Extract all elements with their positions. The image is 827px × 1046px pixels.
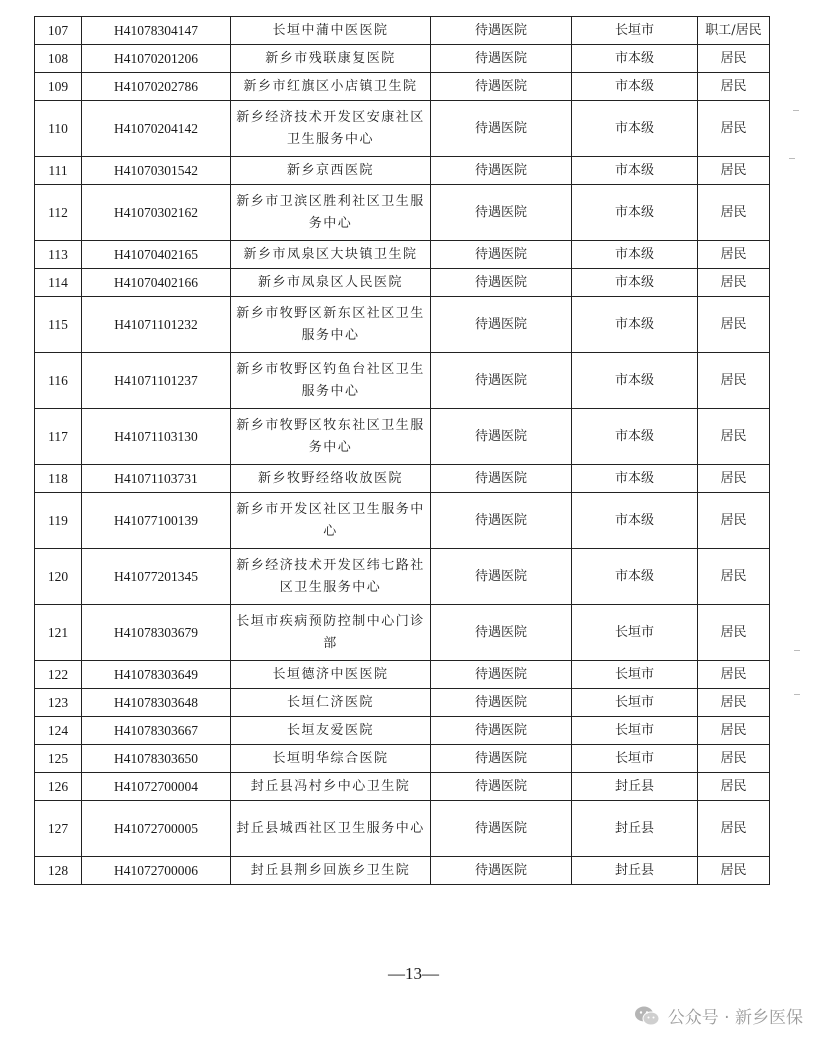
institution-area-cell: 封丘县	[572, 801, 698, 857]
institution-area-cell: 市本级	[572, 269, 698, 297]
row-number-cell: 119	[35, 493, 82, 549]
table-row	[35, 353, 770, 409]
institution-type-cell: 待遇医院	[431, 465, 572, 493]
margin-mark	[793, 110, 799, 111]
institution-code-cell: H41078303667	[82, 717, 231, 745]
institution-name-cell: 长垣仁济医院	[231, 689, 431, 717]
institution-name-cell: 长垣市疾病预防控制中心门诊部	[231, 605, 431, 661]
institution-name-cell: 新乡市牧野区钓鱼台社区卫生服务中心	[231, 353, 431, 409]
institution-area-cell: 市本级	[572, 493, 698, 549]
table-row	[35, 689, 770, 717]
coverage-scope-cell: 居民	[698, 45, 770, 73]
row-number-cell: 122	[35, 661, 82, 689]
institution-type-cell: 待遇医院	[431, 241, 572, 269]
institution-area-cell: 市本级	[572, 185, 698, 241]
institution-code-cell: H41078304147	[82, 17, 231, 45]
institution-area-cell: 长垣市	[572, 717, 698, 745]
institution-type-cell: 待遇医院	[431, 157, 572, 185]
coverage-scope-cell: 居民	[698, 241, 770, 269]
wechat-icon	[634, 1005, 660, 1027]
institution-type-cell: 待遇医院	[431, 185, 572, 241]
table-row	[35, 101, 770, 157]
coverage-scope-cell: 居民	[698, 689, 770, 717]
table-row	[35, 801, 770, 857]
watermark	[634, 1003, 803, 1028]
table-row	[35, 745, 770, 773]
institution-name-cell: 新乡市凤泉区大块镇卫生院	[231, 241, 431, 269]
row-number-cell: 109	[35, 73, 82, 101]
institution-type-cell: 待遇医院	[431, 353, 572, 409]
institution-area-cell: 长垣市	[572, 689, 698, 717]
row-number-cell: 128	[35, 857, 82, 885]
institution-code-cell: H41072700004	[82, 773, 231, 801]
table-row	[35, 549, 770, 605]
coverage-scope-cell: 居民	[698, 157, 770, 185]
institution-name-cell: 新乡市开发区社区卫生服务中心	[231, 493, 431, 549]
table-row	[35, 857, 770, 885]
institution-name-cell: 长垣友爱医院	[231, 717, 431, 745]
institution-name-cell: 新乡市卫滨区胜利社区卫生服务中心	[231, 185, 431, 241]
row-number-cell: 121	[35, 605, 82, 661]
institution-name-cell: 封丘县冯村乡中心卫生院	[231, 773, 431, 801]
institution-type-cell: 待遇医院	[431, 409, 572, 465]
institution-code-cell: H41070301542	[82, 157, 231, 185]
institution-name-cell: 新乡市凤泉区人民医院	[231, 269, 431, 297]
row-number-cell: 120	[35, 549, 82, 605]
institution-area-cell: 市本级	[572, 549, 698, 605]
coverage-scope-cell: 居民	[698, 269, 770, 297]
institution-name-cell: 封丘县荆乡回族乡卫生院	[231, 857, 431, 885]
institution-type-cell: 待遇医院	[431, 73, 572, 101]
institution-type-cell: 待遇医院	[431, 745, 572, 773]
row-number-cell: 107	[35, 17, 82, 45]
institution-area-cell: 市本级	[572, 73, 698, 101]
table-row	[35, 297, 770, 353]
coverage-scope-cell: 居民	[698, 549, 770, 605]
institution-area-cell: 市本级	[572, 157, 698, 185]
row-number-cell: 118	[35, 465, 82, 493]
coverage-scope-cell: 居民	[698, 353, 770, 409]
institution-name-cell: 新乡京西医院	[231, 157, 431, 185]
institution-area-cell: 市本级	[572, 241, 698, 269]
coverage-scope-cell: 居民	[698, 801, 770, 857]
table-row	[35, 157, 770, 185]
table-row	[35, 45, 770, 73]
institution-type-cell: 待遇医院	[431, 297, 572, 353]
margin-mark	[794, 650, 800, 651]
institution-area-cell: 封丘县	[572, 857, 698, 885]
institution-code-cell: H41070402166	[82, 269, 231, 297]
table-row	[35, 73, 770, 101]
institution-type-cell: 待遇医院	[431, 605, 572, 661]
institution-code-cell: H41071103130	[82, 409, 231, 465]
coverage-scope-cell: 居民	[698, 465, 770, 493]
institution-name-cell: 新乡牧野经络收放医院	[231, 465, 431, 493]
margin-mark	[789, 158, 795, 159]
institution-name-cell: 新乡市牧野区牧东社区卫生服务中心	[231, 409, 431, 465]
coverage-scope-cell: 居民	[698, 745, 770, 773]
institution-code-cell: H41077201345	[82, 549, 231, 605]
institution-code-cell: H41070201206	[82, 45, 231, 73]
coverage-scope-cell: 居民	[698, 605, 770, 661]
table-row	[35, 717, 770, 745]
coverage-scope-cell: 居民	[698, 409, 770, 465]
institution-area-cell: 市本级	[572, 45, 698, 73]
table-row	[35, 409, 770, 465]
institution-type-cell: 待遇医院	[431, 773, 572, 801]
institution-area-cell: 市本级	[572, 101, 698, 157]
institution-name-cell: 长垣明华综合医院	[231, 745, 431, 773]
institution-type-cell: 待遇医院	[431, 661, 572, 689]
coverage-scope-cell: 居民	[698, 857, 770, 885]
coverage-scope-cell: 居民	[698, 661, 770, 689]
watermark-text: 公众号 · 新乡医保	[667, 1008, 803, 1028]
institution-type-cell: 待遇医院	[431, 17, 572, 45]
table-row	[35, 661, 770, 689]
page-number: —13—	[388, 964, 439, 983]
row-number-cell: 111	[35, 157, 82, 185]
institution-area-cell: 市本级	[572, 465, 698, 493]
institution-code-cell: H41070302162	[82, 185, 231, 241]
institution-area-cell: 长垣市	[572, 605, 698, 661]
row-number-cell: 125	[35, 745, 82, 773]
row-number-cell: 114	[35, 269, 82, 297]
institution-type-cell: 待遇医院	[431, 801, 572, 857]
institution-name-cell: 新乡经济技术开发区安康社区卫生服务中心	[231, 101, 431, 157]
institution-type-cell: 待遇医院	[431, 717, 572, 745]
institution-type-cell: 待遇医院	[431, 493, 572, 549]
row-number-cell: 126	[35, 773, 82, 801]
coverage-scope-cell: 居民	[698, 185, 770, 241]
institution-code-cell: H41078303679	[82, 605, 231, 661]
institution-name-cell: 新乡市红旗区小店镇卫生院	[231, 73, 431, 101]
coverage-scope-cell: 居民	[698, 297, 770, 353]
table-body	[35, 17, 770, 885]
row-number-cell: 108	[35, 45, 82, 73]
row-number-cell: 110	[35, 101, 82, 157]
institution-name-cell: 长垣德济中医医院	[231, 661, 431, 689]
institution-type-cell: 待遇医院	[431, 45, 572, 73]
row-number-cell: 112	[35, 185, 82, 241]
institution-code-cell: H41078303650	[82, 745, 231, 773]
institution-name-cell: 新乡市残联康复医院	[231, 45, 431, 73]
institution-area-cell: 市本级	[572, 297, 698, 353]
institution-code-cell: H41071103731	[82, 465, 231, 493]
institution-area-cell: 长垣市	[572, 661, 698, 689]
coverage-scope-cell: 居民	[698, 773, 770, 801]
row-number-cell: 127	[35, 801, 82, 857]
institution-code-cell: H41078303649	[82, 661, 231, 689]
institution-code-cell: H41072700005	[82, 801, 231, 857]
institution-name-cell: 新乡市牧野区新东区社区卫生服务中心	[231, 297, 431, 353]
institution-code-cell: H41071101237	[82, 353, 231, 409]
coverage-scope-cell: 居民	[698, 717, 770, 745]
hospital-list-table	[34, 16, 770, 885]
row-number-cell: 117	[35, 409, 82, 465]
row-number-cell: 123	[35, 689, 82, 717]
coverage-scope-cell: 居民	[698, 73, 770, 101]
table-row	[35, 605, 770, 661]
institution-area-cell: 市本级	[572, 353, 698, 409]
row-number-cell: 113	[35, 241, 82, 269]
table-row	[35, 493, 770, 549]
table-row	[35, 465, 770, 493]
institution-area-cell: 长垣市	[572, 17, 698, 45]
row-number-cell: 124	[35, 717, 82, 745]
institution-area-cell: 封丘县	[572, 773, 698, 801]
row-number-cell: 115	[35, 297, 82, 353]
institution-code-cell: H41078303648	[82, 689, 231, 717]
institution-area-cell: 市本级	[572, 409, 698, 465]
institution-type-cell: 待遇医院	[431, 857, 572, 885]
institution-code-cell: H41071101232	[82, 297, 231, 353]
table-row	[35, 269, 770, 297]
coverage-scope-cell: 居民	[698, 493, 770, 549]
table-row	[35, 17, 770, 45]
table-row	[35, 773, 770, 801]
institution-name-cell: 新乡经济技术开发区纬七路社区卫生服务中心	[231, 549, 431, 605]
coverage-scope-cell: 职工/居民	[698, 17, 770, 45]
institution-code-cell: H41077100139	[82, 493, 231, 549]
institution-type-cell: 待遇医院	[431, 549, 572, 605]
institution-type-cell: 待遇医院	[431, 101, 572, 157]
table-row	[35, 241, 770, 269]
table-row	[35, 185, 770, 241]
institution-area-cell: 长垣市	[572, 745, 698, 773]
row-number-cell: 116	[35, 353, 82, 409]
institution-code-cell: H41070204142	[82, 101, 231, 157]
institution-code-cell: H41072700006	[82, 857, 231, 885]
institution-name-cell: 长垣中蒲中医医院	[231, 17, 431, 45]
institution-type-cell: 待遇医院	[431, 269, 572, 297]
institution-code-cell: H41070202786	[82, 73, 231, 101]
margin-mark	[794, 694, 800, 695]
institution-type-cell: 待遇医院	[431, 689, 572, 717]
institution-code-cell: H41070402165	[82, 241, 231, 269]
coverage-scope-cell: 居民	[698, 101, 770, 157]
institution-name-cell: 封丘县城西社区卫生服务中心	[231, 801, 431, 857]
